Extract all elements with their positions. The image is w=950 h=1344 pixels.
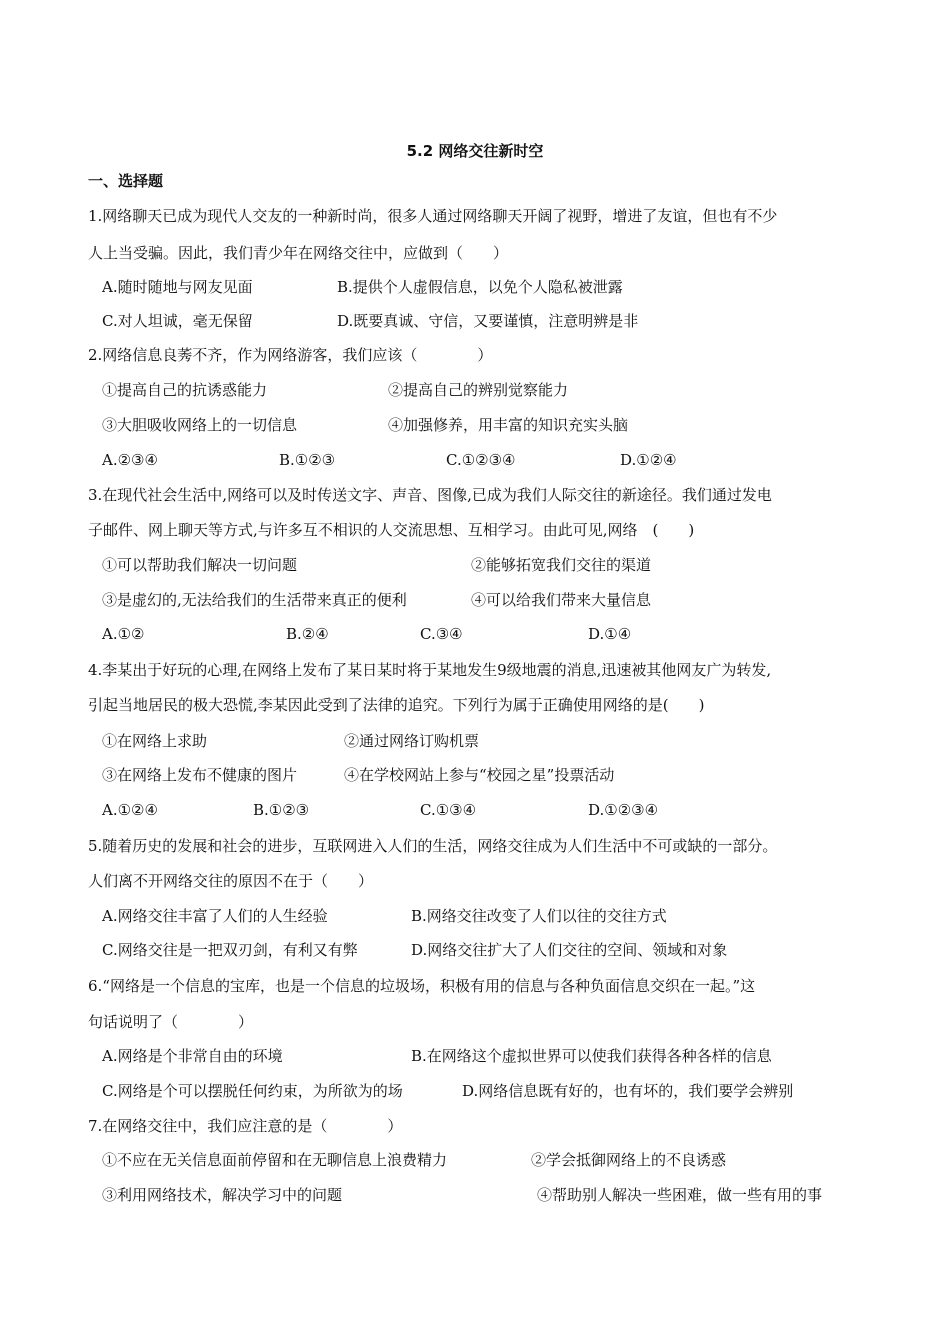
question-1-option-d: D.既要真诚、守信，又要谨慎，注意明辨是非 xyxy=(337,312,639,330)
question-5-option-b: B.网络交往改变了人们以往的交往方式 xyxy=(411,907,667,925)
question-1-stem-line-1: 1.网络聊天已成为现代人交友的一种新时尚，很多人通过网络聊天开阔了视野，增进了友谊，但也有不少 xyxy=(88,207,778,225)
question-3-option-c: C.③④ xyxy=(420,625,463,643)
question-5-option-a: A.网络交往丰富了人们的人生经验 xyxy=(102,907,328,925)
question-7-statement-3: ③利用网络技术，解决学习中的问题 xyxy=(102,1186,343,1204)
question-5-stem-line-2: 人们离不开网络交往的原因不在于（ ） xyxy=(88,872,374,890)
question-2-statement-4: ④加强修养，用丰富的知识充实头脑 xyxy=(388,416,629,434)
question-1-option-c: C.对人坦诚，毫无保留 xyxy=(102,312,253,330)
question-2-option-b: B.①②③ xyxy=(279,451,336,469)
question-2-option-c: C.①②③④ xyxy=(446,451,516,469)
question-2-stem: 2.网络信息良莠不齐，作为网络游客，我们应该（ ） xyxy=(88,346,493,364)
question-3-option-b: B.②④ xyxy=(286,625,329,643)
question-7-statement-4: ④帮助别人解决一些困难，做一些有用的事 xyxy=(537,1186,823,1204)
question-6-option-b: B.在网络这个虚拟世界可以使我们获得各种各样的信息 xyxy=(411,1047,772,1065)
question-3-statement-1: ①可以帮助我们解决一切问题 xyxy=(102,556,298,574)
question-6-option-d: D.网络信息既有好的，也有坏的，我们要学会辨别 xyxy=(462,1082,794,1100)
question-3-option-d: D.①④ xyxy=(588,625,632,643)
question-3-stem-line-1: 3.在现代社会生活中,网络可以及时传送文字、声音、图像,已成为我们人际交往的新途径。我们通过发电 xyxy=(88,486,772,504)
question-1-stem-line-2: 人上当受骗。因此，我们青少年在网络交往中，应做到（ ） xyxy=(88,244,509,262)
question-3-option-a: A.①② xyxy=(102,625,145,643)
question-7-stem: 7.在网络交往中，我们应注意的是（ ） xyxy=(88,1117,403,1135)
question-3-stem-line-2: 子邮件、网上聊天等方式,与许多互不相识的人交流思想、互相学习。由此可见,网络 ( ) xyxy=(88,521,695,539)
question-3-statement-3: ③是虚幻的,无法给我们的生活带来真正的便利 xyxy=(102,591,407,609)
question-2-option-a: A.②③④ xyxy=(102,451,158,469)
question-2-statement-2: ②提高自己的辨别觉察能力 xyxy=(388,381,569,399)
question-4-option-c: C.①③④ xyxy=(420,801,477,819)
document-title: 5.2 网络交往新时空 xyxy=(406,142,544,160)
question-2-statement-1: ①提高自己的抗诱惑能力 xyxy=(102,381,268,399)
question-3-statement-4: ④可以给我们带来大量信息 xyxy=(471,591,652,609)
question-6-option-a: A.网络是个非常自由的环境 xyxy=(102,1047,283,1065)
question-7-statement-1: ①不应在无关信息面前停留和在无聊信息上浪费精力 xyxy=(102,1151,448,1169)
question-5-stem-line-1: 5.随着历史的发展和社会的进步，互联网进入人们的生活，网络交往成为人们生活中不可或缺的一部分。 xyxy=(88,837,778,855)
question-6-stem-line-1: 6.“网络是一个信息的宝库，也是一个信息的垃圾场，积极有用的信息与各种负面信息交织在一起。”这 xyxy=(88,977,756,995)
question-6-option-c: C.网络是个可以摆脱任何约束，为所欲为的场 xyxy=(102,1082,403,1100)
question-4-statement-1: ①在网络上求助 xyxy=(102,732,208,750)
question-4-stem-line-2: 引起当地居民的极大恐慌,李某因此受到了法律的追究。下列行为属于正确使用网络的是( ) xyxy=(88,696,705,714)
question-6-stem-line-2: 句话说明了（ ） xyxy=(88,1013,254,1031)
question-2-statement-3: ③大胆吸收网络上的一切信息 xyxy=(102,416,298,434)
question-4-option-d: D.①②③④ xyxy=(588,801,659,819)
section-heading: 一、选择题 xyxy=(88,172,164,190)
question-4-stem-line-1: 4.李某出于好玩的心理,在网络上发布了某日某时将于某地发生9级地震的消息,迅速被其他网友广为转发, xyxy=(88,661,772,679)
question-1-option-b: B.提供个人虚假信息，以免个人隐私被泄露 xyxy=(337,278,623,296)
question-1-option-a: A.随时随地与网友见面 xyxy=(102,278,253,296)
question-4-statement-4: ④在学校网站上参与“校园之星”投票活动 xyxy=(344,766,615,784)
question-5-option-c: C.网络交往是一把双刃剑，有利又有弊 xyxy=(102,941,358,959)
question-7-statement-2: ②学会抵御网络上的不良诱惑 xyxy=(531,1151,727,1169)
question-3-statement-2: ②能够拓宽我们交往的渠道 xyxy=(471,556,652,574)
question-4-statement-2: ②通过网络订购机票 xyxy=(344,732,480,750)
question-4-statement-3: ③在网络上发布不健康的图片 xyxy=(102,766,298,784)
question-5-option-d: D.网络交往扩大了人们交往的空间、领域和对象 xyxy=(411,941,728,959)
question-4-option-b: B.①②③ xyxy=(253,801,310,819)
question-2-option-d: D.①②④ xyxy=(620,451,677,469)
question-4-option-a: A.①②④ xyxy=(102,801,158,819)
